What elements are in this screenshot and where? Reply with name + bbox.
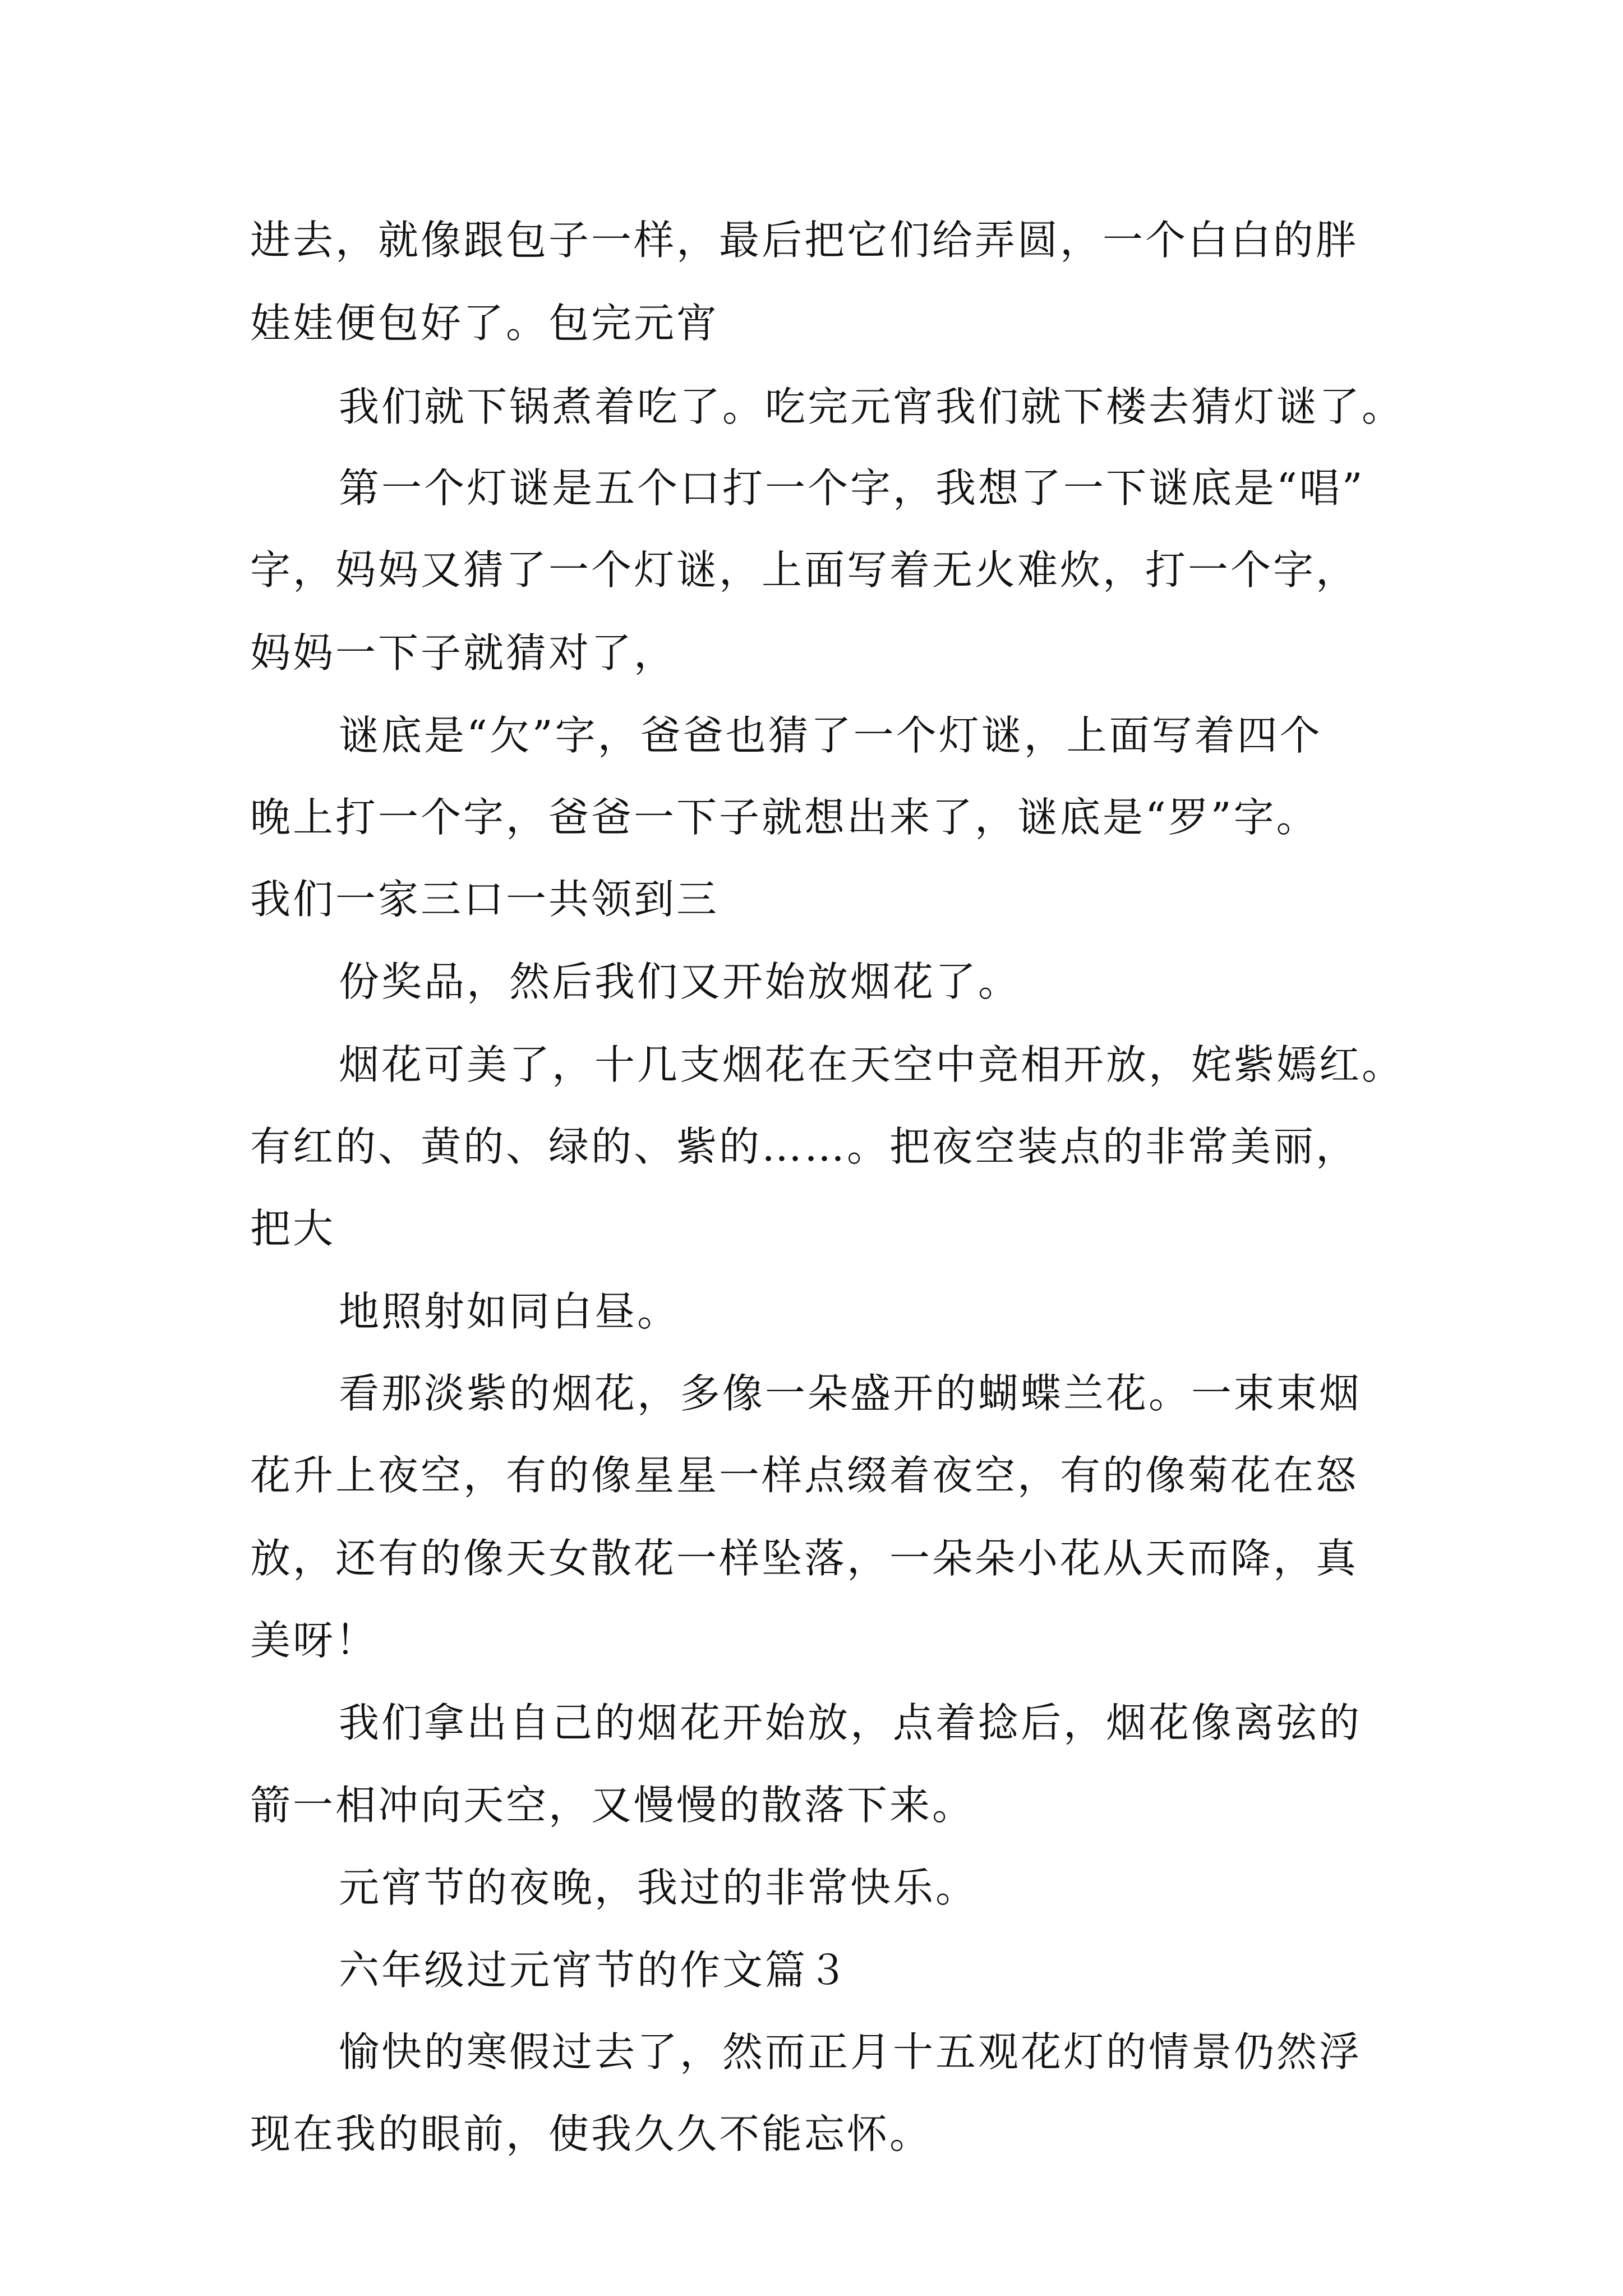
section-heading: 六年级过元宵节的作文篇３	[339, 1947, 851, 1994]
text-line: 有红的、黄的、绿的、紫的……。把夜空装点的非常美丽，	[250, 1123, 1359, 1170]
text-line: 份奖品，然后我们又开始放烟花了。	[339, 958, 1021, 1005]
text-line: 我们就下锅煮着吃了。吃完元宵我们就下楼去猜灯谜了。	[339, 383, 1405, 430]
text-line: 谜底是“欠”字，爸爸也猜了一个灯谜，上面写着四个	[339, 712, 1322, 759]
text-line: 元宵节的夜晚，我过的非常快乐。	[339, 1864, 979, 1911]
text-line: 烟花可美了，十几支烟花在天空中竞相开放，姹紫嫣红。	[339, 1041, 1405, 1088]
text-line: 我们拿出自己的烟花开始放，点着捻后，烟花像离弦的	[339, 1699, 1362, 1746]
text-line: 娃娃便包好了。包完元宵	[250, 300, 720, 347]
text-line: 字，妈妈又猜了一个灯谜，上面写着无火难炊，打一个字，	[250, 546, 1359, 593]
text-line: 现在我的眼前，使我久久不能忘怀。	[250, 2110, 933, 2157]
text-line: 我们一家三口一共领到三	[250, 876, 720, 923]
text-line: 愉快的寒假过去了，然而正月十五观花灯的情景仍然浮	[339, 2028, 1362, 2076]
text-line: 妈妈一下子就猜对了，	[250, 629, 677, 677]
text-line: 美呀！	[250, 1617, 379, 1664]
text-line: 把大	[250, 1205, 336, 1252]
text-line: 箭一相冲向天空，又慢慢的散落下来。	[250, 1782, 975, 1829]
text-line: 进去，就像跟包子一样，最后把它们给弄圆，一个白白的胖	[250, 217, 1359, 264]
text-line: 花升上夜空，有的像星星一样点缀着夜空，有的像菊花在怒	[250, 1452, 1359, 1499]
text-line: 地照射如同白昼。	[339, 1288, 680, 1335]
text-line: 放，还有的像天女散花一样坠落，一朵朵小花从天而降，真	[250, 1535, 1359, 1582]
text-line: 第一个灯谜是五个口打一个字，我想了一下谜底是“唱”	[339, 464, 1365, 512]
text-line: 看那淡紫的烟花，多像一朵盛开的蝴蝶兰花。一束束烟	[339, 1370, 1362, 1417]
text-line: 晚上打一个字，爸爸一下子就想出来了，谜底是“罗”字。	[250, 794, 1319, 841]
